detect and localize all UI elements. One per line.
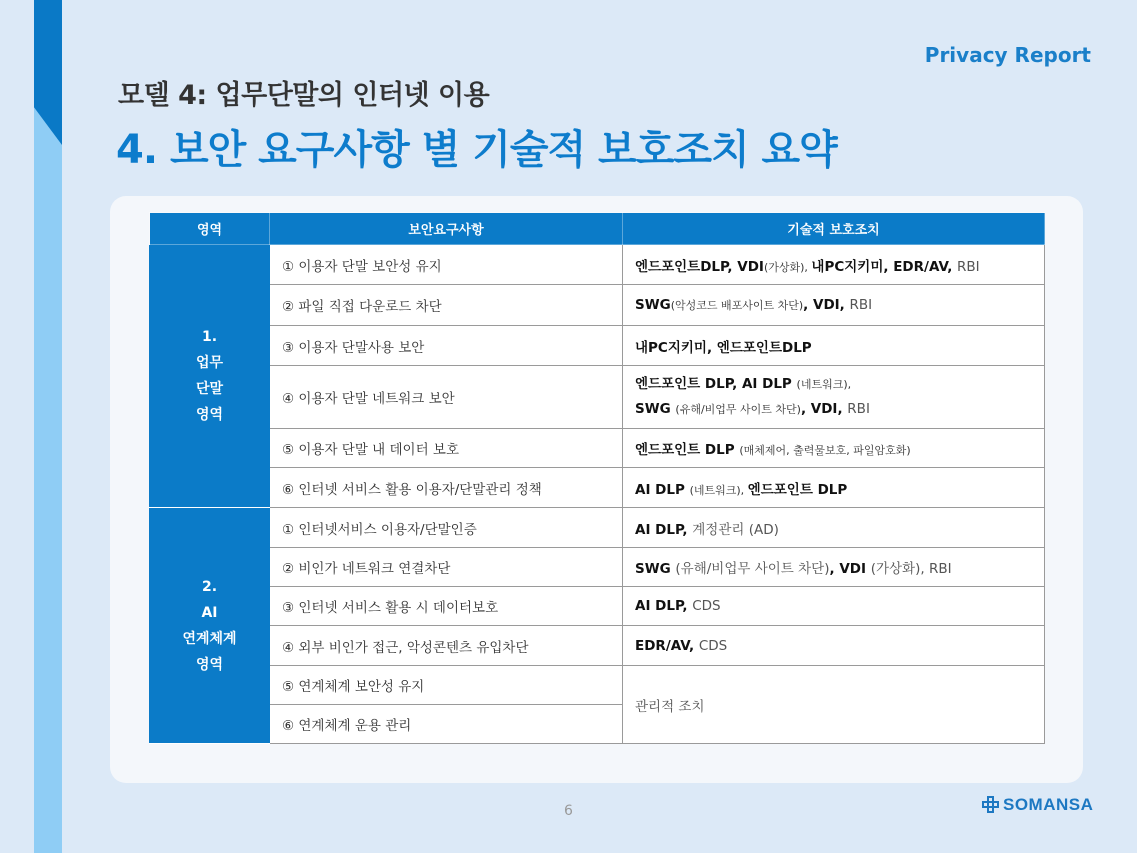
measure-text: SWG xyxy=(635,561,676,577)
requirement-cell: ③ 인터넷 서비스 활용 시 데이터보호 xyxy=(270,587,623,626)
table-row xyxy=(150,468,1045,508)
security-summary-table xyxy=(149,212,1045,744)
measure-text: 엔드포인트 DLP xyxy=(747,481,848,498)
measure-text: RBI xyxy=(849,297,873,313)
measure-note: (악성코드 배포사이트 차단) xyxy=(670,299,804,312)
measure-cell xyxy=(623,366,1045,429)
measure-cell xyxy=(623,626,1045,666)
measure-text: 계정관리 (AD) xyxy=(692,521,779,538)
table-row xyxy=(150,245,1045,285)
requirement-cell: ⑥ 연계체계 운용 관리 xyxy=(270,705,623,744)
category-line: 영역 xyxy=(195,656,224,673)
measure-cell-merged xyxy=(623,666,1045,744)
company-logo xyxy=(982,795,1093,815)
requirement-cell: ⑤ 이용자 단말 내 데이터 보호 xyxy=(270,429,623,468)
measure-text: , VDI xyxy=(829,561,871,577)
category-line: 영역 xyxy=(195,407,224,423)
measure-text: RBI xyxy=(847,401,870,417)
measure-cell xyxy=(623,326,1045,366)
measure-text: 엔드포인트 DLP, AI DLP xyxy=(635,376,797,392)
measure-note: (매체제어, 출력물보호, 파일암호화) xyxy=(739,444,911,457)
measure-text: (유해/비업무 사이트 차단) xyxy=(675,561,830,577)
table-row xyxy=(150,508,1045,548)
measure-text: CDS xyxy=(692,598,721,614)
requirement-cell: ② 파일 직접 다운로드 차단 xyxy=(270,285,623,326)
page-title: 4. 보안 요구사항 별 기술적 보호조치 요약 xyxy=(116,127,837,173)
measure-note: (네트워크), xyxy=(796,378,852,391)
measure-text: AI DLP, xyxy=(635,598,693,614)
category-line: 2. xyxy=(201,578,218,595)
requirement-cell: ⑥ 인터넷 서비스 활용 이용자/단말관리 정책 xyxy=(270,468,623,508)
measure-text: 내PC지키미, EDR/AV, xyxy=(811,258,958,275)
measure-cell xyxy=(623,429,1045,468)
logo-cube-icon xyxy=(982,796,1000,814)
measure-text: SWG xyxy=(635,297,671,313)
measure-text: RBI xyxy=(957,258,980,275)
measure-text: EDR/AV, xyxy=(635,637,699,654)
measure-cell xyxy=(623,508,1045,548)
category-line: 단말 xyxy=(195,381,224,397)
measure-note: (가상화), xyxy=(763,260,812,274)
column-header-area: 영역 xyxy=(150,213,270,245)
requirement-cell: ⑤ 연계체계 보안성 유지 xyxy=(270,666,623,705)
measure-text: CDS xyxy=(698,637,728,654)
measure-cell xyxy=(623,245,1045,285)
requirement-cell: ① 인터넷서비스 이용자/단말인증 xyxy=(270,508,623,548)
column-header-measure: 기술적 보호조치 xyxy=(623,213,1045,245)
category-cell-device xyxy=(150,245,270,508)
measure-cell xyxy=(623,548,1045,587)
measure-line xyxy=(635,397,1032,422)
table-row xyxy=(150,548,1045,587)
category-line: AI xyxy=(201,604,218,621)
measure-text: AI DLP xyxy=(635,481,690,498)
requirement-cell: ② 비인가 네트워크 연결차단 xyxy=(270,548,623,587)
measure-text: 엔드포인트 DLP xyxy=(635,442,740,458)
measure-cell xyxy=(623,587,1045,626)
table-row xyxy=(150,326,1045,366)
measure-cell xyxy=(623,468,1045,508)
table-row xyxy=(150,666,1045,705)
measure-note: (유해/비업무 사이트 차단) xyxy=(675,403,801,416)
measure-cell xyxy=(623,285,1045,326)
table-row xyxy=(150,366,1045,429)
measure-line xyxy=(635,372,1032,397)
measure-text: , VDI, xyxy=(800,401,848,417)
page-number: 6 xyxy=(564,803,573,819)
requirement-cell: ③ 이용자 단말사용 보안 xyxy=(270,326,623,366)
category-cell-ai xyxy=(150,508,270,744)
table-row xyxy=(150,429,1045,468)
measure-note: (네트워크), xyxy=(689,483,748,497)
category-line: 업무 xyxy=(195,355,224,371)
measure-text: SWG xyxy=(635,401,676,417)
category-line: 연계체계 xyxy=(182,630,237,647)
measure-text: (가상화), RBI xyxy=(870,561,952,577)
requirement-cell: ④ 이용자 단말 네트워크 보안 xyxy=(270,366,623,429)
measure-text: 관리적 조치 xyxy=(635,698,705,715)
model-title: 모델 4: 업무단말의 인터넷 이용 xyxy=(118,80,490,111)
logo-text: SOMANSA xyxy=(1003,795,1094,814)
requirement-cell: ④ 외부 비인가 접근, 악성콘텐츠 유입차단 xyxy=(270,626,623,666)
requirement-cell: ① 이용자 단말 보안성 유지 xyxy=(270,245,623,285)
measure-text: AI DLP, xyxy=(635,521,693,538)
measure-text: , VDI, xyxy=(803,297,850,313)
column-header-requirement: 보안요구사항 xyxy=(270,213,623,245)
table-row xyxy=(150,285,1045,326)
table-header-row xyxy=(150,213,1045,245)
measure-text: 엔드포인트DLP, VDI xyxy=(635,258,764,275)
category-line: 1. xyxy=(201,329,218,345)
table-row xyxy=(150,626,1045,666)
report-label: Privacy Report xyxy=(924,43,1091,67)
measure-text: 내PC지키미, 엔드포인트DLP xyxy=(635,339,812,356)
table-row xyxy=(150,587,1045,626)
